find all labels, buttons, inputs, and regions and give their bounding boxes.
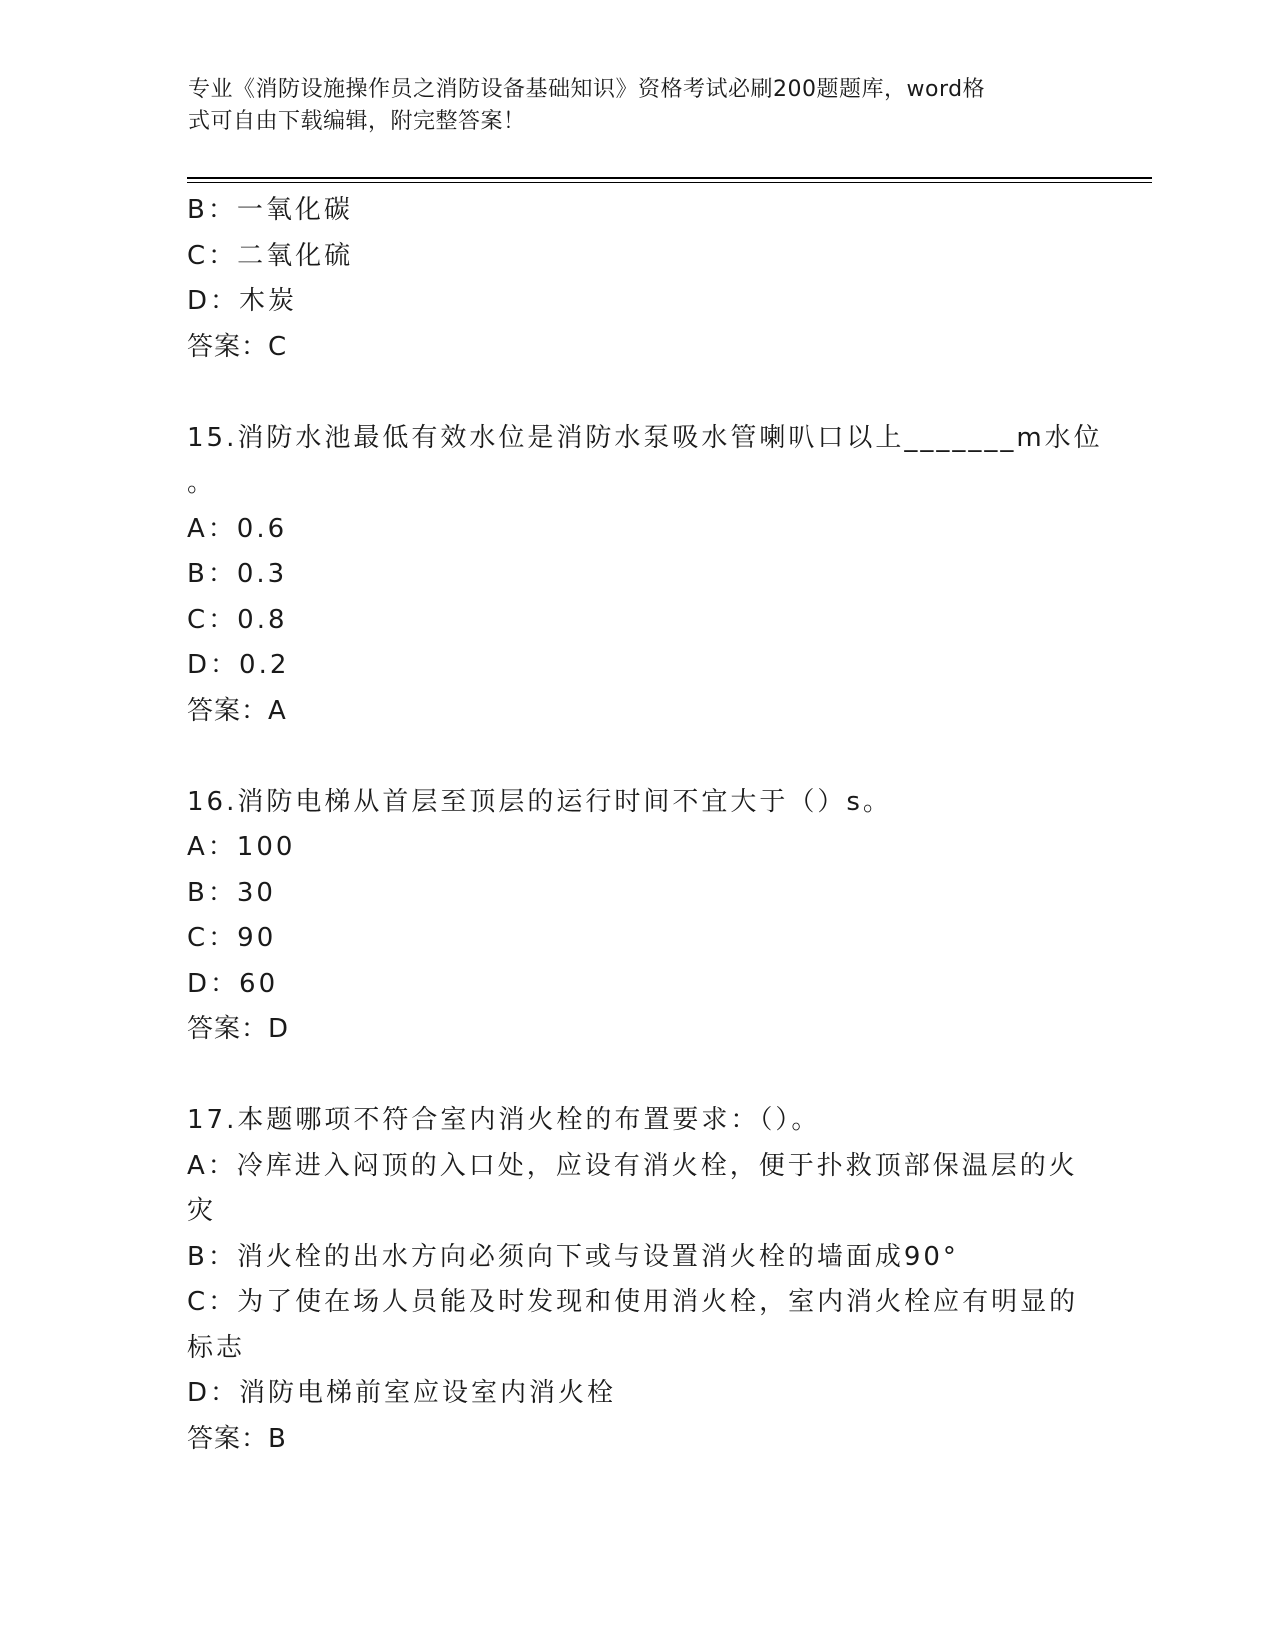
q17-option-c-line-1: C：为了使在场人员能及时发现和使用消火栓，室内消火栓应有明显的	[187, 1287, 1079, 1317]
prev-option-b: B：一氧化碳	[187, 195, 353, 225]
q16-option-a: A：100	[187, 832, 296, 862]
header-line-2: 式可自由下载编辑，附完整答案！	[188, 109, 526, 134]
q17-option-b: B：消火栓的出水方向必须向下或与设置消火栓的墙面成90°	[187, 1241, 959, 1272]
q17-option-a-line-2: 灾	[187, 1196, 217, 1226]
q16-option-b: B：30	[187, 877, 276, 908]
q17-answer: 答案：B	[187, 1423, 287, 1454]
document-header	[188, 74, 1068, 138]
q17-stem: 17.本题哪项不符合室内消火栓的布置要求：（）。	[187, 1105, 821, 1135]
q16-option-d: D：60	[187, 968, 279, 999]
q15-option-d: D：0.2	[187, 650, 290, 680]
q15-option-a: A：0.6	[187, 513, 288, 544]
q17-option-d: D：消防电梯前室应设室内消火栓	[187, 1378, 617, 1408]
spacer	[187, 370, 1087, 416]
q15-option-c: C：0.8	[187, 604, 288, 635]
prev-option-d: D：木炭	[187, 286, 298, 316]
q15-option-b: B：0.3	[187, 559, 288, 589]
q17-option-c-line-2: 标志	[187, 1332, 246, 1363]
q16-answer: 答案：D	[187, 1014, 290, 1044]
header-rule-thin	[187, 182, 1152, 183]
header-rule-thick	[187, 177, 1152, 179]
q15-stem-line-2: 。	[187, 468, 217, 498]
q17-option-a-line-1: A：冷库进入闷顶的入口处，应设有消火栓，便于扑救顶部保温层的火	[187, 1150, 1078, 1181]
q15-answer: 答案：A	[187, 695, 287, 726]
header-line-1: 专业《消防设施操作员之消防设备基础知识》资格考试必刷200题题库，word格	[188, 77, 986, 102]
prev-answer: 答案：C	[187, 331, 288, 362]
spacer	[187, 1053, 1087, 1099]
q16-stem: 16.消防电梯从首层至顶层的运行时间不宜大于（）s。	[187, 786, 892, 817]
q15-stem-line-1: 15.消防水池最低有效水位是消防水泵吸水管喇叭口以上_______m水位	[187, 422, 1103, 453]
question-content	[187, 188, 1103, 1462]
prev-option-c: C：二氧化硫	[187, 240, 354, 271]
q16-option-c: C：90	[187, 923, 277, 953]
spacer	[187, 734, 1087, 780]
